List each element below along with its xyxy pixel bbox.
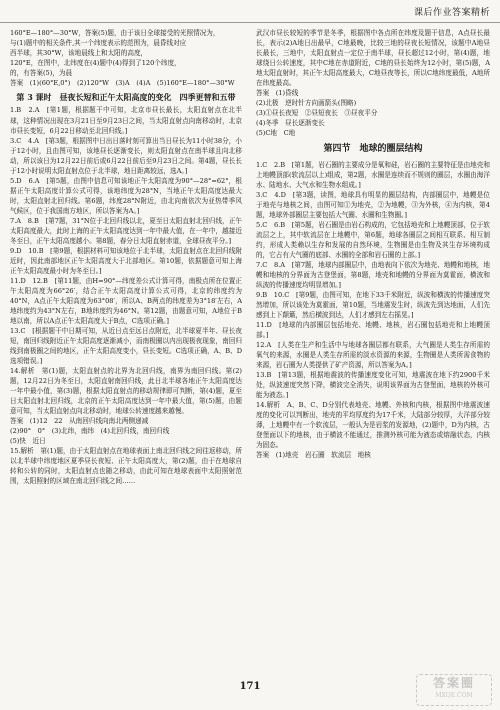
text-line: 西半球，其30°W，该地晨线上和太阳的高度， bbox=[10, 49, 148, 58]
section-title: 第四节 地球的圈层结构 bbox=[323, 144, 423, 155]
answer-line: (3)①昼长夜短 ②昼短夜长 ③昼夜平分 bbox=[256, 109, 378, 118]
answer-item: 5.C 6.B [第5题，岩石圈是由岩石构成的，它包括地壳和上地幔顶部，位于软流层之上，其中软流层在上地幔中，第6题，地球各圈层之间相互联系、相互制约，形成人类赖以生存和发展的自然环境，生物圈是由生物及其生存环境构成的，它占有大气圈的底部、水圈的全部和岩石圈的上部。] bbox=[256, 220, 490, 259]
answer-item: 5.D 6.A [第5题，由图中信息可知该地正午太阳高度为90°—28°=62°，根据正午太阳高度计算公式可得，该地纬度为28°N，当地正午太阳高度达最大时，太阳直射北回归线。第6题，纬度28°N附近，由北向南依次为亚热带季风气候区，位于我国南方地区，所以答案为A。] bbox=[10, 176, 242, 215]
watermark-main: 答案圈 bbox=[432, 676, 475, 690]
answer-item: 13.C [根据题干中日期可知，从近日点至远日点附近，北半球夏半年、昼长夜短，南回归线附近正午太阳高度逐渐减小，而南极圈以内出现极夜现象，南回归线到南极圈之间的地区，正午太阳高度变小，昼长变短。C选项正确，A、B、D选项错误。] bbox=[10, 326, 242, 365]
answer-item: 1.B 2.A [第1题，根据题干中可知，北京市昼长最长，太阳直射点在北半球，这种情况出现在3月21日至9月23日之间，当太阳直射点向南移动时，北京市昼长变短，6月22日移动至北回归线。] bbox=[10, 106, 242, 135]
answer-line: 答案 (1)地壳 岩石圈 软流层 地核 bbox=[256, 451, 371, 460]
answer-line: 答案 (1)(60°E,0°) (2)120°W (3)A (4)A (5)160°E—180°—30°W bbox=[10, 79, 235, 88]
answer-item: 14.解析 第(1)题，太阳直射点的北界为北回归线，南界为南回归线。第(2)题，12月22日为冬至日，太阳直射南回归线，此日北半球各地正午太阳高度达一年中最小值，第(3)题，根据太阳直射点的移动规律即可判断，第(4)题，夏至日太阳直射北回归线，北京的正午太阳高度达到一年中最大值，第(5)题，由题意可知，当太阳直射点向北移动时，地球公转速度越来越慢。 bbox=[10, 366, 242, 415]
answer-item: (5)快 近日 bbox=[10, 437, 46, 445]
answer-item: 14.解析 A、B、C、D分别代表地壳、地幔、外核和内核，根据图中地震波速度的变化可以判断出，地壳的平均厚度约为17千米，大陆部分较厚，大洋部分较薄，上地幔中有一个软流层，一般认为是岩浆的发源地，(2)题中，D为内核，古登堡面以下的地核，由于横波不能通过，推测外核可能为液态或熔融状态，内核为固态。 bbox=[256, 401, 490, 450]
text-line: 160°E—180°—30°W，答案(5)题，由于该日全球接受的光照情况为， bbox=[10, 29, 220, 37]
text-line: 武汉市昼长较短的季节是冬季，根据图中各点所在纬度及题干信息，A点昼长最长，表示(2)A地日出最早，C地最晚，比较三地的昼夜长短情况，该题中A地昼长最长，三地中，太阳直射点一定位于南半球，昼长超过12小时，第(4)题，地球绕日公转速度，其中C地在赤道附近，C地的昼长始终为12小时，第(5)题，A地太阳直射时，其正午太阳高度最大，C地昼夜等长，所以C地纬度最低，A地所在纬度最高。 bbox=[256, 29, 490, 88]
answer-item: 答案 (1)12 22 从南回归线向南北两侧递减 bbox=[10, 416, 149, 425]
text-line: 的，有答案(5)，为晨 bbox=[10, 69, 73, 78]
section-title: 第 3 课时 昼夜长短和正午太阳高度的变化 四季更替和五带 bbox=[16, 92, 236, 103]
page-number: 171 bbox=[239, 681, 261, 692]
answer-item: 9.B 10.C [第9题，由图可知，在地下33千米附近，纵波和横波的传播速度突然增加，所以该处为莫霍面，第10题，当地震发生时，纵波先到达地面，人们先感到上下颠簸，然后横波到达，人们才感到左右摇晃。] bbox=[256, 291, 490, 320]
answer-item: 11.D 12.B [第11题，由H=90°—纬度差公式计算可得，南极点所在位置正午太阳高度为66°26′，结合正午太阳高度计算公式可得，北京的纬度约为40°N，A点正午太阳高度为63°08′，所以A、B两点的纬度差为3°18′左右，A地纬度约为43°N左右，B地纬度约为46°N。第12题，由题意可知，A地位于B地以南，所以A点正午太阳高度大于B点，C选项正确。] bbox=[10, 276, 242, 325]
answer-item: 12.A [人类在生产和生活中与地球各圈层都有联系，大气圈是人类生存所需的氧气的来源，水圈是人类生存所需的淡水资源的来源，生物圈是人类所需食物的来源，岩石圈为人类提供了矿产资源，所以答案为A。] bbox=[256, 341, 490, 370]
answer-item: 1.C 2.B [第1题，岩石圈的主要成分是氧和硅，岩石圈的主要特征是由地壳和上地幔顶部(软流层以上)组成，第2题，水圈是连续而不规则的圈层，水圈由海洋水、陆地水、大气水和生物水组成。] bbox=[256, 160, 490, 189]
answer-item: 15.解析 第(1)题，由于太阳直射点在地球表面上南北回归线之间往返移动，所以北半球中纬度地区夏季昼长夜短、正午太阳高度大，第(2)题，由于在地球自转和公转的同时，太阳直射点也随之移动，由此可知在地球表面中太阳照射范围，太阳照射的区域在南北回归线之间…… bbox=[10, 447, 242, 486]
answer-item: 9.D 10.B [第9题，根据材料可知该地位于北半球，太阳直射点在北回归线附近时，因此南部地区正午太阳高度大于北部地区。第10题，依据题意可知上海正午太阳高度最小时为冬至日。] bbox=[10, 246, 242, 275]
left-column bbox=[10, 28, 242, 674]
page-header bbox=[0, 0, 500, 23]
answer-line: (4)冬季 昼长逐渐变长 bbox=[256, 119, 325, 128]
answer-item: 7.A 8.B [第7题，31°N位于北回归线以北，夏至日太阳直射北回归线，正午太阳高度最大，此时上海的正午太阳高度达到一年中最大值，在一年中，越接近冬至日，正午太阳高度越小。第8题，春分日太阳直射赤道，全球昼夜平分。] bbox=[10, 216, 242, 245]
text-line: 与(1)题中的相关条件,其一个纬度表示的范围为，晨昏线对应 bbox=[10, 39, 187, 48]
answer-item: 11.D [地球的内部圈层包括地壳、地幔、地核，岩石圈包括地壳和上地幔顶部。] bbox=[256, 321, 490, 340]
answer-item: 7.C 8.A [第7题，地球内部圈层中，由地表向下依次为地壳、地幔和地核，地幔和地核的分界面为古登堡面，第8题，地壳和地幔的分界面为莫霍面，横波和纵波的传播速度均明显增加。] bbox=[256, 261, 490, 290]
watermark-url: MXQE.COM bbox=[435, 692, 473, 699]
answer-item: 3.C 4.A [第3题，根据图中日出日落时刻可算出当日昼长为11小时38分，小于12小时，且由图可知，该地昼长逐渐变长，则太阳直射点在南半球且向北移动，所以该日为12月22日前后或6月22日前后至9月23日之间。第4题，昼长长于12小时说明太阳直射点位于北半球，地日距离较远，选A。] bbox=[10, 136, 242, 175]
answer-line: 答案 (1)昏线 bbox=[256, 89, 299, 98]
text-line: 120°E，在图中，北纬度在(4)题中(4)得到了120个纬度， bbox=[10, 59, 181, 68]
answer-line: (2)北极 逆时针方向画箭头(图略) bbox=[256, 99, 357, 108]
answer-line: (5)C地 C地 bbox=[256, 129, 296, 138]
header-title: 课后作业答案精析 bbox=[413, 8, 490, 18]
answer-item: (2)90° 0° (3)北纬，南纬 (4)北回归线，南回归线 bbox=[10, 426, 170, 435]
watermark-logo bbox=[416, 674, 492, 706]
right-column bbox=[256, 28, 490, 674]
answer-item: 3.C 4.D [第3题，读图，地球具有明显的圈层结构，内部圈层中，地幔是位于地壳与地核之间，由图可知①为地壳，②为地幔，③为外核，④为内核，第4题，地球外部圈层主要包括大气圈、水圈和生物圈。] bbox=[256, 190, 490, 219]
answer-item: 13.B [第13题，根据地震波的传播速度变化可知，地震波在地下约2900千米处，纵波速度突然下降，横波完全消失，说明该界面为古登堡面，地核的外核可能为液态。] bbox=[256, 371, 490, 400]
